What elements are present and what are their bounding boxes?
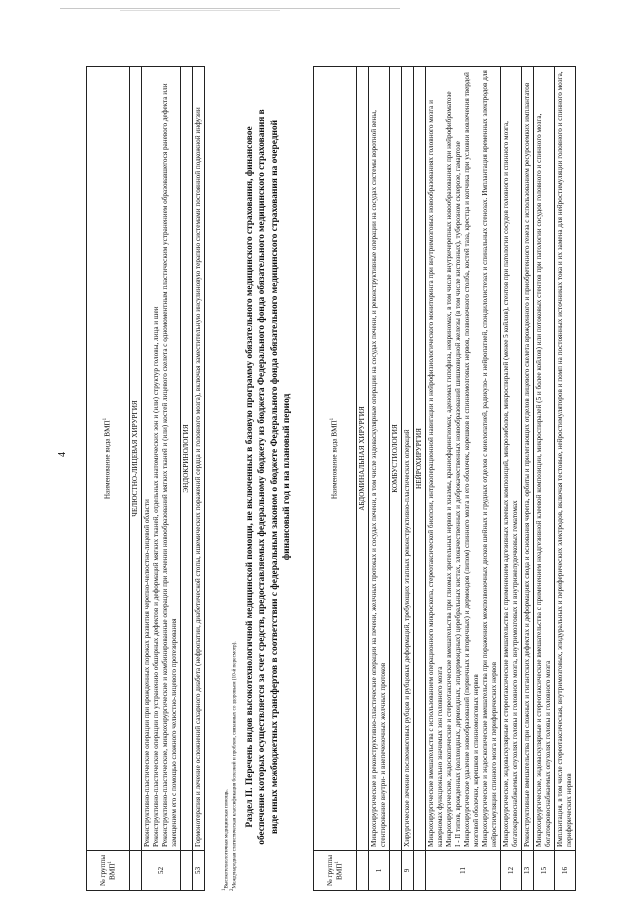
column-header-name-label: Наименование вида ВМП <box>103 420 112 500</box>
section-cell-empty <box>390 851 402 891</box>
description-line: Реконструктивно-пластические операции при врожденных пороках развития черепно-челюстно-лицевой области <box>143 499 151 847</box>
group-description <box>534 67 555 851</box>
group-description <box>426 67 501 851</box>
group-number: 12 <box>501 851 522 891</box>
column-header-number-label: № группы ВМП <box>98 854 117 887</box>
table-section-1 <box>86 66 205 891</box>
group-number: 53 <box>193 851 205 891</box>
description-line: Хирургическое лечение послеожоговых рубцов и рубцовых деформаций, требующих этапных реконструктивно-пластических операций <box>403 429 411 847</box>
column-header-number: № группы ВМП$^1$ <box>87 851 130 891</box>
section-cell-empty <box>130 851 142 891</box>
group-number: 11 <box>426 851 501 891</box>
description-line: Реконструктивно-пластические, микрохирургические и комбинированные операции при лечении новообразований мягких тканей и (или) костей лицевого скелета с одномоментным пластическим устранением образовавшегося раневого дефекта или замещением его с помощью сложного челюстно-лицевого протезирования <box>161 83 178 847</box>
description-line: Реконструктивные вмешательства при сложных и гигантских дефектах и деформациях свода и основания черепа, орбиты и прилегающих отделов лицевого скелета врожденного и приобретенного генеза с использованием ресурсоемких имплантатов <box>523 82 531 847</box>
group-description <box>522 67 534 851</box>
footnote-2: $^2$Международная статистическая классификация болезней и проблем, связанных со здоровьем (10-й пересмотр). <box>230 641 238 891</box>
description-line: I - II типов, врожденных (коллоидных, дермоидных, эпидермоидных) церебральных кистах, злокачественных и доброкачественных новообразований шишковидной железы (в том числе кистозных), туберозном склерозе, гамартозе <box>454 141 462 847</box>
column-header-number-label: № группы ВМП <box>325 854 344 887</box>
section-heading: ЧЕЛЮСТНО-ЛИЦЕВАЯ ХИРУРГИЯ <box>130 67 142 851</box>
column-header-name-label: Наименование вида ВМП <box>330 420 339 500</box>
description-line: Микрохирургические вмешательства с использованием операционного микроскопа, стереотаксической биопсии, интраоперационной навигации и нейрофизиологического мониторинга при внутримозговых новообразованиях головного мозга и каверномах функционально значимых зон головного мозга <box>427 100 444 847</box>
group-description <box>402 67 414 851</box>
description-line: Микрохирургические, эндоскопические и стереотаксические вмешательства при глиомах зрительных нервов и хиазмы, краниофарингиомах, аденомах гипофиза, невриномах, в том числе внутричерепных новообразованиях при нейрофиброматозе <box>445 91 453 847</box>
section-cell-empty <box>357 851 369 891</box>
description-line: Микрохирургическое удаление новообразований (первичных и вторичных) и дермоидов (липом) спинного мозга и его оболочек, корешков и спинномозговых нервов, позвоночного столба, костей таза, крестца и копчика при условии вовлечения твердой мозговой оболочки, корешков и спинномозговых нервов <box>463 72 480 847</box>
description-line: Гормонотерапия и лечение осложнений сахарного диабета (нефропатии, диабетической стопы, ишемических поражений сердца и головного мозга), включая заместительную инсулиновую терапию системами постоянной подкожной инфузии <box>194 107 202 847</box>
group-number: 1 <box>369 851 390 891</box>
description-line: Микрохирургические, эндоваскулярные и стереотаксические вмешательства с применением адгезивных клеевых композиций, микроэмболов, микроспиралей (менее 5 койлов), стентов при патологии сосудов головного и спинного мозга, богатокровоснабжаемых опухолях головы и головного мозга, внутримозговых и внутрижелудочковых гематомах <box>502 121 519 847</box>
footnote-1-text: Высокотехнологичная медицинская помощь. <box>223 789 230 889</box>
description-line: Имплантация, в том числе стереотаксическая, внутримозговых, эпидуральных и периферических электродов, включая тестовые, нейростимуляторов и помп на постоянных источниках тока и их замена для нейростимуляции головного и спинного мозга, периферических нервов <box>556 71 573 847</box>
description-line: Микрохирургические и эндоскопические вмешательства при поражениях межпозвоночных дисков шейных и грудных отделов с миелопатией, радикуло- и нейропатией, спондилолистезах и спинальных стенозах. Имплантация временных электродов для нейростимуляции спинного мозга и периферических нервов <box>481 70 498 847</box>
group-number: 52 <box>142 851 181 891</box>
section-cell-empty <box>414 851 426 891</box>
section-cell-empty <box>181 851 193 891</box>
group-number: 9 <box>402 851 414 891</box>
description-line: Реконструктивно-пластические операции по устранению обширных дефектов и деформаций мягких тканей, отдельных анатомических зон и (или) структур головы, лица и шеи <box>152 306 160 847</box>
column-header-number: № группы ВМП$^1$ <box>314 851 357 891</box>
column-header-name: Наименование вида ВМП$^1$ <box>314 67 357 851</box>
group-number: 16 <box>555 851 576 891</box>
section-heading: НЕЙРОХИРУРГИЯ <box>414 67 426 851</box>
group-description <box>142 67 181 851</box>
section-2-title: Раздел II. Перечень видов высокотехнологичной медицинской помощи, не включенных в базовую программу обязательного медицинского страхования, финансовое обеспечение которых осуществляется за счет средств, предоставляемых федеральному бюджету из бюджета Федерального фонда обязательного медицинского страхования в виде иных межбюджетных трансфертов в соответствии с федеральным законом о бюджете Федерального фонда обязательного медицинского страхования на очередной финансовый год и на плановый период <box>245 109 293 845</box>
section-heading: АБДОМИНАЛЬНАЯ ХИРУРГИЯ <box>357 67 369 851</box>
footnote-2-text: Международная статистическая классификация болезней и проблем, связанных со здоровьем (10-й пересмотр). <box>231 641 238 889</box>
footnote-1: $^1$Высокотехнологичная медицинская помощь. <box>222 789 230 891</box>
description-line: Микрохирургические и реконструктивно-пластические операции на печени, желчных протоках и сосудах печени, в том числе эндоваскулярные операции на сосудах печени, и реконструктивные операции на сосудах системы воротной вены, стентирование внутри- и внепеченочных желчных протоков <box>370 110 387 847</box>
group-description <box>369 67 390 851</box>
group-description <box>501 67 522 851</box>
description-line: Микрохирургические, эндоваскулярные и стереотаксические вмешательства с применением неадгезивной клеевой композиции, микроспиралей (5 и более койлов) или потоковых стентов при патологии сосудов головного и спинного мозга, богатокровоснабжаемых опухолях головы и головного мозга <box>535 113 552 847</box>
group-description <box>555 67 576 851</box>
page-number: 4 <box>57 452 68 457</box>
group-number: 15 <box>534 851 555 891</box>
section-heading: ЭНДОКРИНОЛОГИЯ <box>181 67 193 851</box>
group-number: 13 <box>522 851 534 891</box>
column-header-name: Наименование вида ВМП$^1$ <box>87 67 130 851</box>
group-description <box>193 67 205 851</box>
table-section-2 <box>313 66 576 891</box>
section-heading: КОМБУСТИОЛОГИЯ <box>390 67 402 851</box>
